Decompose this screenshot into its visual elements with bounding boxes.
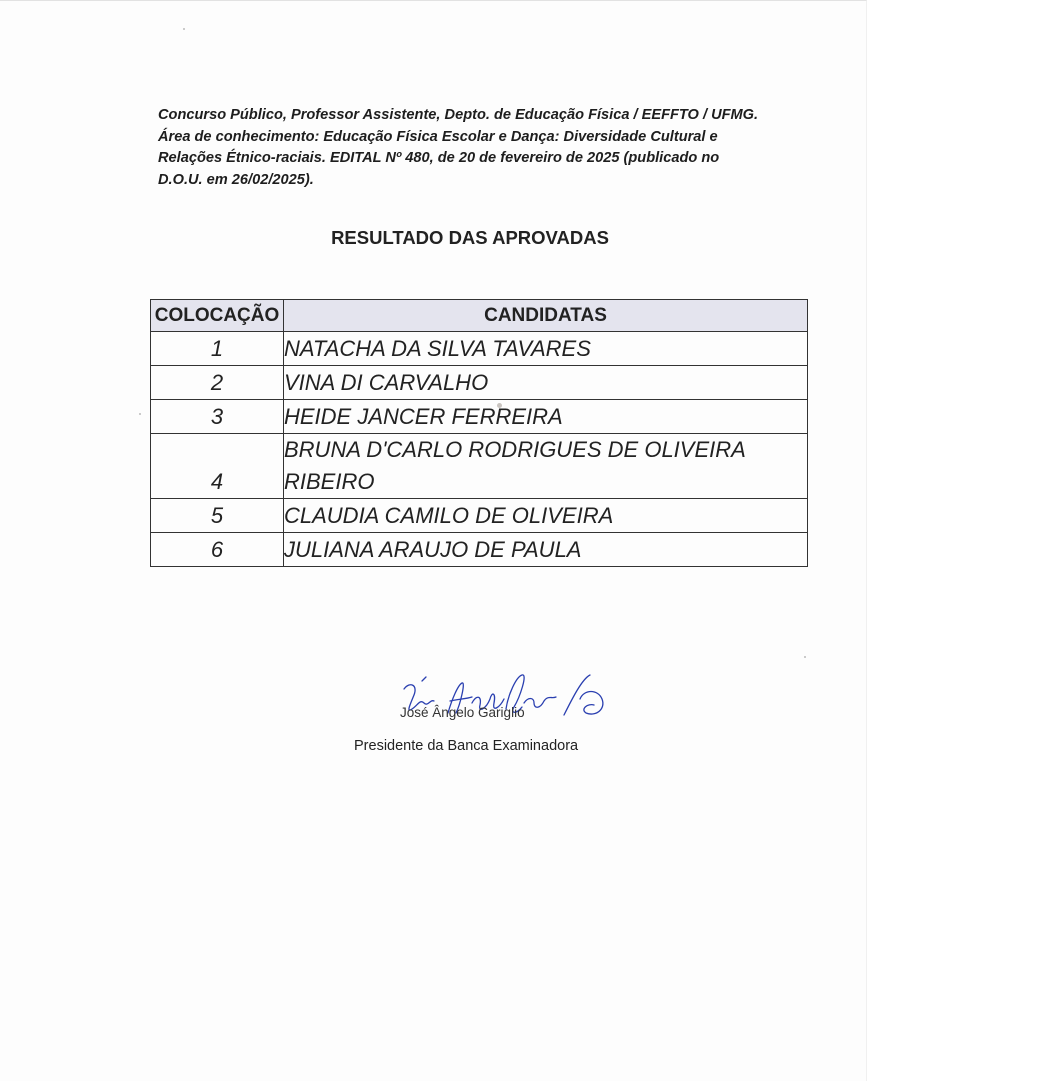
placement-cell: 5 (151, 499, 284, 533)
candidate-name-cell: VINA DI CARVALHO (284, 366, 808, 400)
table-row (151, 332, 808, 366)
header-line: Concurso Público, Professor Assistente, Depto. de Educação Física / EEFFTO / UFMG. (158, 107, 759, 123)
table-row (151, 400, 808, 434)
placement-cell: 3 (151, 400, 284, 434)
column-header-candidates: CANDIDATAS (284, 300, 808, 332)
header-line: Relações Étnico-raciais. EDITAL Nº 480, de 20 de fevereiro de 2025 (publicado no (158, 150, 720, 166)
results-table (150, 299, 808, 567)
handwritten-signature (396, 669, 616, 729)
candidate-name-cell: JULIANA ARAUJO DE PAULA (284, 533, 808, 567)
candidate-name-cell: NATACHA DA SILVA TAVARES (284, 332, 808, 366)
scan-speck (804, 656, 806, 658)
table-header-row (151, 300, 808, 332)
scan-speck (183, 28, 185, 30)
table-row (151, 366, 808, 400)
header-line: D.O.U. em 26/02/2025). (158, 171, 314, 188)
table-row (151, 434, 808, 499)
placement-cell: 1 (151, 332, 284, 366)
scan-speck (139, 413, 141, 415)
placement-cell: 4 (151, 434, 284, 499)
signer-role: Presidente da Banca Examinadora (354, 738, 579, 754)
result-title: RESULTADO DAS APROVADAS (331, 227, 609, 248)
document-header (158, 105, 798, 191)
candidate-name-cell: BRUNA D'CARLO RODRIGUES DE OLIVEIRA RIBEIRO (284, 434, 808, 499)
placement-cell: 2 (151, 366, 284, 400)
candidate-name-cell: HEIDE JANCER FERREIRA (284, 400, 808, 434)
header-line: Área de conhecimento: Educação Física Escolar e Dança: Diversidade Cultural e (158, 128, 718, 145)
column-header-placement: COLOCAÇÃO (151, 300, 284, 332)
candidate-name-cell: CLAUDIA CAMILO DE OLIVEIRA (284, 499, 808, 533)
placement-cell: 6 (151, 533, 284, 567)
signer-name: José Ângelo Gariglio (400, 705, 525, 720)
table-row (151, 499, 808, 533)
table-row (151, 533, 808, 567)
